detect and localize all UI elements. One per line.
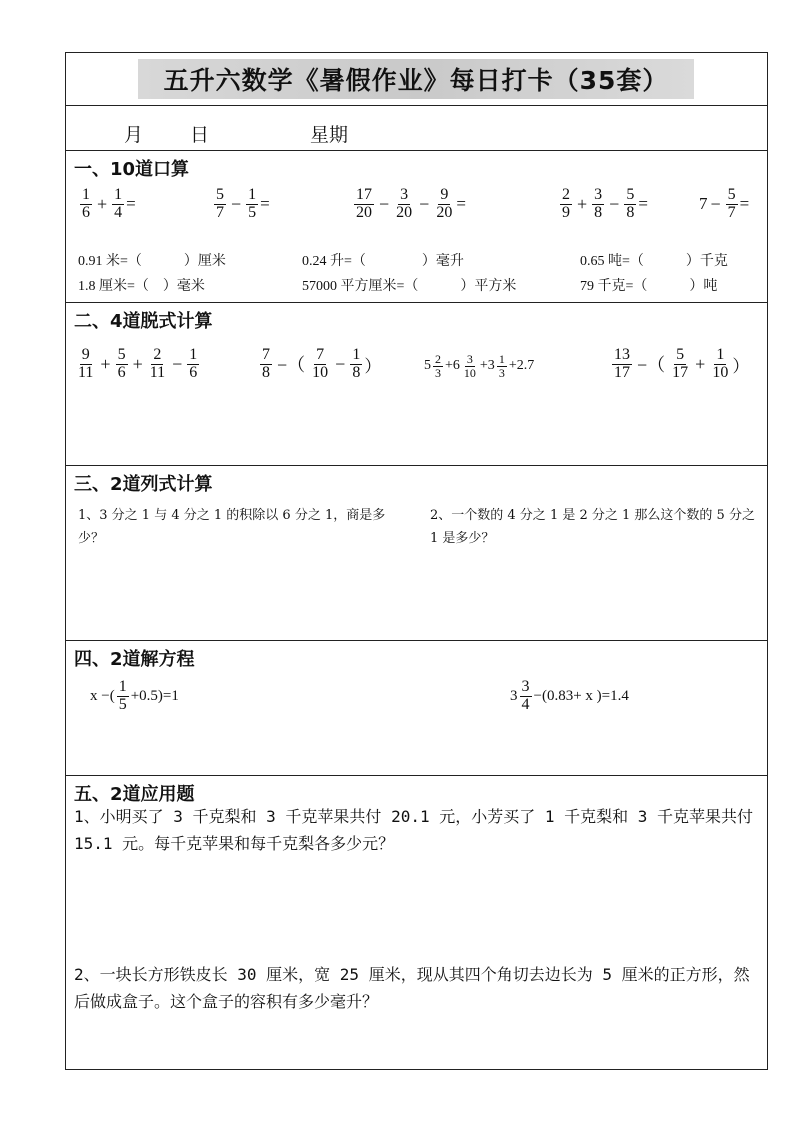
section-step-calculation (66, 303, 767, 466)
conversion-problem: 0.91 米=（ ）厘米 (78, 254, 226, 269)
section-equations (66, 641, 767, 776)
section-heading: 四、2道解方程 (74, 649, 195, 670)
calc-problem-3: 5 $\frac{2}{3}$ +6 $\frac{3}{10}$ +3 $\frac{1}{3}$ +2.7 (424, 352, 535, 380)
fraction-problem-3: $\frac{17}{20}$ − $\frac{3}{20}$ − $\frac{9}{20}$ = (356, 186, 466, 221)
fraction-problem-1: $\frac{1}{6}$ + $\frac{1}{4}$ = (82, 186, 136, 221)
section-word-calculation (66, 466, 767, 641)
fraction-problem-4: $\frac{2}{9}$ + $\frac{3}{8}$ − $\frac{5}{8}$ = (562, 186, 648, 221)
worksheet (65, 52, 768, 1070)
section-heading: 三、2道列式计算 (74, 474, 213, 495)
page-title: 五升六数学《暑假作业》每日打卡（35套） (163, 66, 669, 95)
conversion-problem: 0.65 吨=（ ）千克 (580, 254, 728, 269)
section-heading: 二、4道脱式计算 (74, 311, 213, 332)
month-label: 月 (124, 124, 144, 146)
conversion-problem: 79 千克=（ ）吨 (580, 279, 718, 294)
conversion-problem: 1.8 厘米=（ ）毫米 (78, 279, 205, 294)
application-question-1: 1、小明买了 3 千克梨和 3 千克苹果共付 20.1 元，小芳买了 1 千克梨和 3 千克苹果共付 15.1 元。每千克苹果和每千克梨各多少元？ (74, 807, 754, 853)
section-heading: 五、2道应用题 (74, 784, 195, 805)
conversion-problem: 57000 平方厘米=（ ）平方米 (302, 279, 517, 294)
word-question-2: 2、一个数的 4 分之 1 是 2 分之 1 那么这个数的 5 分之 1 是多少？ (430, 508, 755, 546)
title-row (66, 53, 767, 106)
equation-2: 3 $\frac{3}{4}$ −(0.83+ x )=1.4 (510, 678, 629, 713)
fraction-problem-5: 7 − $\frac{5}{7}$ = (699, 186, 750, 221)
calc-problem-1: $\frac{9}{11}$ + $\frac{5}{6}$ + $\frac{2}{11}$ − $\frac{1}{6}$ (78, 346, 198, 381)
fraction: $\frac{1}{4}$ (114, 186, 123, 221)
fraction-problem-2: $\frac{5}{7}$ − $\frac{1}{5}$ = (216, 186, 270, 221)
date-row (66, 106, 767, 151)
day-label: 日 (190, 124, 210, 146)
equation-1: x −( $\frac{1}{5}$ +0.5)=1 (90, 678, 179, 713)
fraction: $\frac{1}{6}$ (82, 186, 90, 221)
weekday-label: 星期 (310, 124, 349, 146)
word-question-1: 1、3 分之 1 与 4 分之 1 的积除以 6 分之 1，商是多少？ (78, 508, 386, 546)
application-question-2: 2、一块长方形铁皮长 30 厘米，宽 25 厘米，现从其四个角切去边长为 5 厘米的正方形，然后做成盒子。这个盒子的容积有多少毫升？ (74, 965, 750, 1011)
conversion-problem: 0.24 升=（ ）毫升 (302, 254, 464, 269)
calc-problem-4: $\frac{13}{17}$ −（ $\frac{5}{17}$ + $\frac{1}{10}$ ） (614, 346, 750, 381)
section-mental-math (66, 151, 767, 303)
section-heading: 一、10道口算 (74, 159, 190, 180)
title-banner (138, 59, 694, 99)
calc-problem-2: $\frac{7}{8}$ −（ $\frac{7}{10}$ − $\frac{1}{8}$ ） (262, 346, 382, 381)
section-applications (66, 776, 767, 1068)
